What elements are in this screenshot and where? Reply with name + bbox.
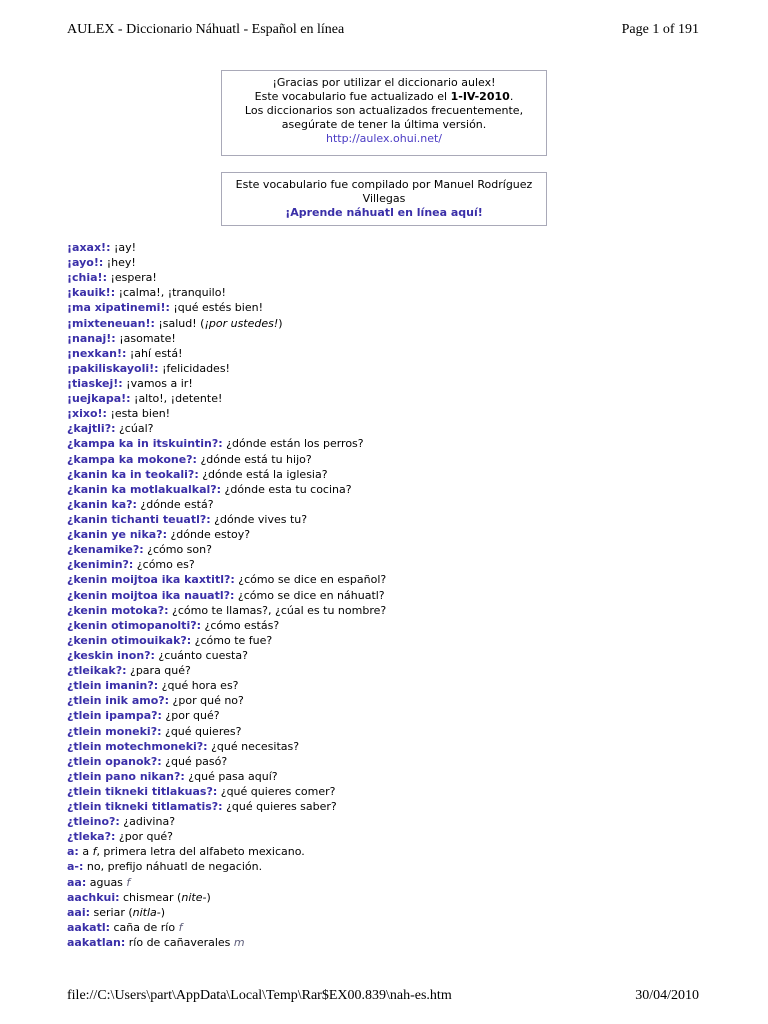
entry-definition: ¡ay! bbox=[110, 241, 137, 254]
dictionary-entry bbox=[67, 512, 727, 527]
dictionary-entry bbox=[67, 920, 727, 935]
entry-definition: ¿por qué? bbox=[115, 830, 174, 844]
entry-definition: chismear ( bbox=[119, 890, 182, 904]
entry-definition: ¡felicidades! bbox=[158, 361, 230, 375]
dictionary-entry bbox=[67, 285, 727, 300]
entry-definition: ¿qué pasó? bbox=[161, 754, 228, 768]
entry-italic-note: nite- bbox=[181, 890, 207, 904]
entry-headword: ¿kanin tichanti teuatl?: bbox=[67, 512, 211, 526]
entry-headword: ¿kanin ka?: bbox=[67, 497, 137, 511]
entry-headword: ¡chia!: bbox=[67, 271, 107, 285]
entry-headword: ¿kenamike?: bbox=[67, 543, 144, 557]
entry-definition: ¡esta bien! bbox=[106, 407, 171, 421]
dictionary-entries bbox=[67, 240, 727, 950]
entry-headword: ¡nexkan!: bbox=[67, 346, 127, 360]
entry-headword: ¡xixo!: bbox=[67, 407, 107, 421]
entry-headword: ¡ma xipatinemi!: bbox=[67, 301, 170, 315]
entry-italic-note: nitla- bbox=[132, 905, 161, 919]
entry-definition: ¡calma!, ¡tranquilo! bbox=[115, 286, 226, 300]
entry-headword: ¿keskin inon?: bbox=[67, 648, 155, 662]
entry-definition: ¡hey! bbox=[103, 256, 136, 270]
entry-headword: ¿kenin motoka?: bbox=[67, 603, 169, 617]
dictionary-entry bbox=[67, 678, 727, 693]
update-notice-box bbox=[221, 70, 547, 156]
print-header-page-number: Page 1 of 191 bbox=[621, 22, 699, 37]
entry-headword: ¿tleka?: bbox=[67, 830, 116, 844]
entry-definition: ¡ahí está! bbox=[126, 346, 183, 360]
dictionary-entry bbox=[67, 542, 727, 557]
entry-definition: ¡salud! ( bbox=[154, 316, 205, 330]
entry-definition: ¿qué quieres? bbox=[161, 724, 242, 738]
entry-definition: ¿para qué? bbox=[126, 664, 191, 678]
entry-definition: ¿cómo son? bbox=[143, 543, 212, 557]
entry-headword: ¡ayo!: bbox=[67, 256, 104, 270]
entry-definition: ¿cómo se dice en español? bbox=[234, 573, 387, 587]
notice-frequency: Los diccionarios son actualizados frecuentemente, bbox=[244, 104, 524, 117]
credits-author-surname: Villegas bbox=[362, 192, 406, 205]
dictionary-entry bbox=[67, 361, 727, 376]
entry-definition-tail: ) bbox=[206, 890, 211, 904]
dictionary-entry bbox=[67, 421, 727, 436]
entry-definition: ¿cómo se dice en náhuatl? bbox=[234, 588, 385, 602]
entry-definition: ¿cuánto cuesta? bbox=[154, 648, 248, 662]
entry-definition: ¿dónde está la iglesia? bbox=[198, 467, 328, 481]
entry-definition: río de cañaverales bbox=[125, 936, 234, 950]
dictionary-entry bbox=[67, 391, 727, 406]
entry-headword: ¿tlein imanin?: bbox=[67, 679, 159, 693]
entry-definition: ¿cómo estás? bbox=[201, 618, 280, 632]
dictionary-entry bbox=[67, 346, 727, 361]
entry-headword: ¡uejkapa!: bbox=[67, 392, 131, 406]
entry-definition: ¡asomate! bbox=[115, 331, 176, 345]
entry-headword: ¿tlein tikneki titlakuas?: bbox=[67, 784, 218, 798]
entry-definition: ¿cómo te llamas?, ¿cúal es tu nombre? bbox=[168, 603, 387, 617]
entry-headword: ¿kampa ka in itskuintin?: bbox=[67, 437, 223, 451]
notice-thanks: ¡Gracias por utilizar el diccionario aulex! bbox=[272, 76, 496, 89]
entry-definition: ¿dónde esta tu cocina? bbox=[221, 482, 352, 496]
entry-headword: ¿tlein inik amo?: bbox=[67, 694, 170, 708]
dictionary-entry bbox=[67, 663, 727, 678]
entry-headword: a: bbox=[67, 845, 79, 859]
entry-italic-note: f bbox=[92, 845, 97, 859]
entry-definition-tail: , primera letra del alfabeto mexicano. bbox=[96, 845, 305, 859]
entry-headword: ¡axax!: bbox=[67, 241, 111, 254]
notice-latest-version: asegúrate de tener la última versión. bbox=[281, 118, 487, 131]
entry-headword: ¿kenimin?: bbox=[67, 558, 134, 572]
entry-definition: ¿cómo es? bbox=[133, 558, 195, 572]
dictionary-entry bbox=[67, 814, 727, 829]
entry-headword: ¿kanin ye nika?: bbox=[67, 528, 167, 542]
dictionary-entry bbox=[67, 557, 727, 572]
entry-definition: caña de río bbox=[110, 920, 179, 934]
learn-nahuatl-link[interactable]: ¡Aprende náhuatl en línea aquí! bbox=[285, 206, 483, 219]
entry-definition: no, prefijo náhuatl de negación. bbox=[83, 860, 263, 874]
dictionary-entry bbox=[67, 648, 727, 663]
entry-headword: ¡tiaskej!: bbox=[67, 376, 123, 390]
entry-definition: ¿qué quieres comer? bbox=[217, 784, 336, 798]
entry-definition: ¿dónde está? bbox=[136, 497, 214, 511]
dictionary-entry bbox=[67, 300, 727, 315]
entry-definition: ¿cómo te fue? bbox=[191, 633, 273, 647]
entry-headword: ¿kenin otimouikak?: bbox=[67, 633, 192, 647]
dictionary-entry bbox=[67, 693, 727, 708]
entry-headword: ¿kenin otimopanolti?: bbox=[67, 618, 201, 632]
dictionary-entry bbox=[67, 724, 727, 739]
dictionary-entry bbox=[67, 603, 727, 618]
notice-update-prefix: Este vocabulario fue actualizado el bbox=[254, 90, 451, 103]
entry-headword: ¿kajtli?: bbox=[67, 422, 116, 436]
entry-headword: aai: bbox=[67, 905, 91, 919]
entry-headword: ¿tlein pano nikan?: bbox=[67, 769, 185, 783]
entry-headword: ¿tlein moneki?: bbox=[67, 724, 162, 738]
print-footer-date: 30/04/2010 bbox=[635, 988, 699, 1003]
notice-update-date: 1-IV-2010 bbox=[450, 90, 510, 103]
dictionary-entry bbox=[67, 497, 727, 512]
entry-definition: ¡espera! bbox=[106, 271, 157, 285]
entry-headword: ¿kanin ka motlakualkal?: bbox=[67, 482, 222, 496]
dictionary-entry bbox=[67, 784, 727, 799]
entry-definition: ¿qué quieres saber? bbox=[222, 800, 337, 814]
entry-headword: ¿tleikak?: bbox=[67, 664, 127, 678]
dictionary-entry bbox=[67, 270, 727, 285]
entry-definition: ¿dónde estoy? bbox=[166, 528, 251, 542]
entry-headword: ¡nanaj!: bbox=[67, 331, 116, 345]
entry-headword: aakatl: bbox=[67, 920, 111, 934]
entry-headword: ¿tleino?: bbox=[67, 815, 120, 829]
aulex-link[interactable]: http://aulex.ohui.net/ bbox=[325, 132, 443, 145]
entry-definition: ¡qué estés bien! bbox=[169, 301, 263, 315]
entry-gender: f bbox=[126, 875, 131, 889]
entry-headword: ¿tlein ipampa?: bbox=[67, 709, 162, 723]
dictionary-entry bbox=[67, 467, 727, 482]
entry-definition: ¿qué pasa aquí? bbox=[184, 769, 278, 783]
print-header bbox=[67, 22, 699, 38]
entry-definition: ¡alto!, ¡detente! bbox=[130, 392, 223, 406]
print-footer bbox=[67, 988, 699, 1004]
entry-italic-note: ¡por ustedes! bbox=[204, 316, 279, 330]
entry-definition: ¿cúal? bbox=[115, 422, 154, 436]
entry-headword: ¿kanin ka in teokali?: bbox=[67, 467, 199, 481]
entry-headword: ¿kampa ka mokone?: bbox=[67, 452, 197, 466]
credits-compiled-by: Este vocabulario fue compilado por Manuel Rodríguez bbox=[235, 178, 533, 191]
dictionary-entry bbox=[67, 572, 727, 587]
entry-headword: aachkui: bbox=[67, 890, 120, 904]
entry-definition: ¿por qué? bbox=[161, 709, 220, 723]
entry-definition: seriar ( bbox=[90, 905, 133, 919]
dictionary-entry bbox=[67, 844, 727, 859]
notice-update-suffix: . bbox=[509, 90, 514, 103]
entry-definition: ¿qué necesitas? bbox=[207, 739, 300, 753]
entry-headword: aakatlan: bbox=[67, 936, 126, 950]
dictionary-entry bbox=[67, 935, 727, 950]
entry-headword: aa: bbox=[67, 875, 87, 889]
entry-headword: ¡kauik!: bbox=[67, 286, 116, 300]
entry-headword: ¡pakiliskayoli!: bbox=[67, 361, 159, 375]
dictionary-entry bbox=[67, 708, 727, 723]
dictionary-entry bbox=[67, 618, 727, 633]
entry-gender: m bbox=[233, 936, 245, 950]
entry-definition: ¿dónde vives tu? bbox=[210, 512, 308, 526]
notice-update-line bbox=[222, 90, 546, 104]
entry-gender: f bbox=[178, 920, 183, 934]
entry-definition: ¿adivina? bbox=[119, 815, 176, 829]
dictionary-entry bbox=[67, 829, 727, 844]
entry-headword: ¿tlein motechmoneki?: bbox=[67, 739, 208, 753]
dictionary-entry bbox=[67, 890, 727, 905]
entry-definition: aguas bbox=[86, 875, 127, 889]
entry-headword: ¿kenin moijtoa ika nauatl?: bbox=[67, 588, 235, 602]
dictionary-entry bbox=[67, 588, 727, 603]
dictionary-entry bbox=[67, 739, 727, 754]
entry-headword: a-: bbox=[67, 860, 84, 874]
dictionary-entry bbox=[67, 482, 727, 497]
print-footer-file-path: file://C:\Users\part\AppData\Local\Temp\Rar$EX00.839\nah-es.htm bbox=[67, 988, 452, 1003]
entry-definition: ¡vamos a ir! bbox=[122, 376, 193, 390]
dictionary-entry bbox=[67, 905, 727, 920]
entry-headword: ¿kenin moijtoa ika kaxtitl?: bbox=[67, 573, 235, 587]
credits-box bbox=[221, 172, 547, 226]
dictionary-entry bbox=[67, 799, 727, 814]
dictionary-entry bbox=[67, 769, 727, 784]
entry-headword: ¡mixteneuan!: bbox=[67, 316, 155, 330]
entry-definition-tail: ) bbox=[160, 905, 166, 919]
entry-definition: ¿dónde está tu hijo? bbox=[196, 452, 312, 466]
entry-definition: ¿qué hora es? bbox=[158, 679, 239, 693]
entry-definition: ¿por qué no? bbox=[169, 694, 244, 708]
dictionary-entry bbox=[67, 255, 727, 270]
print-header-title: AULEX - Diccionario Náhuatl - Español en línea bbox=[67, 22, 345, 37]
dictionary-entry bbox=[67, 527, 727, 542]
dictionary-entry bbox=[67, 754, 727, 769]
dictionary-entry bbox=[67, 859, 727, 874]
dictionary-entry bbox=[67, 376, 727, 391]
dictionary-entry bbox=[67, 875, 727, 890]
dictionary-entry bbox=[67, 436, 727, 451]
dictionary-entry bbox=[67, 452, 727, 467]
entry-definition: ¿dónde están los perros? bbox=[222, 437, 364, 451]
dictionary-entry bbox=[67, 406, 727, 421]
dictionary-entry bbox=[67, 331, 727, 346]
dictionary-entry bbox=[67, 316, 727, 331]
dictionary-entry bbox=[67, 633, 727, 648]
entry-definition: a bbox=[78, 845, 93, 859]
entry-definition-tail: ) bbox=[278, 316, 283, 330]
dictionary-entry bbox=[67, 240, 727, 255]
entry-headword: ¿tlein tikneki titlamatis?: bbox=[67, 800, 223, 814]
entry-headword: ¿tlein opanok?: bbox=[67, 754, 162, 768]
